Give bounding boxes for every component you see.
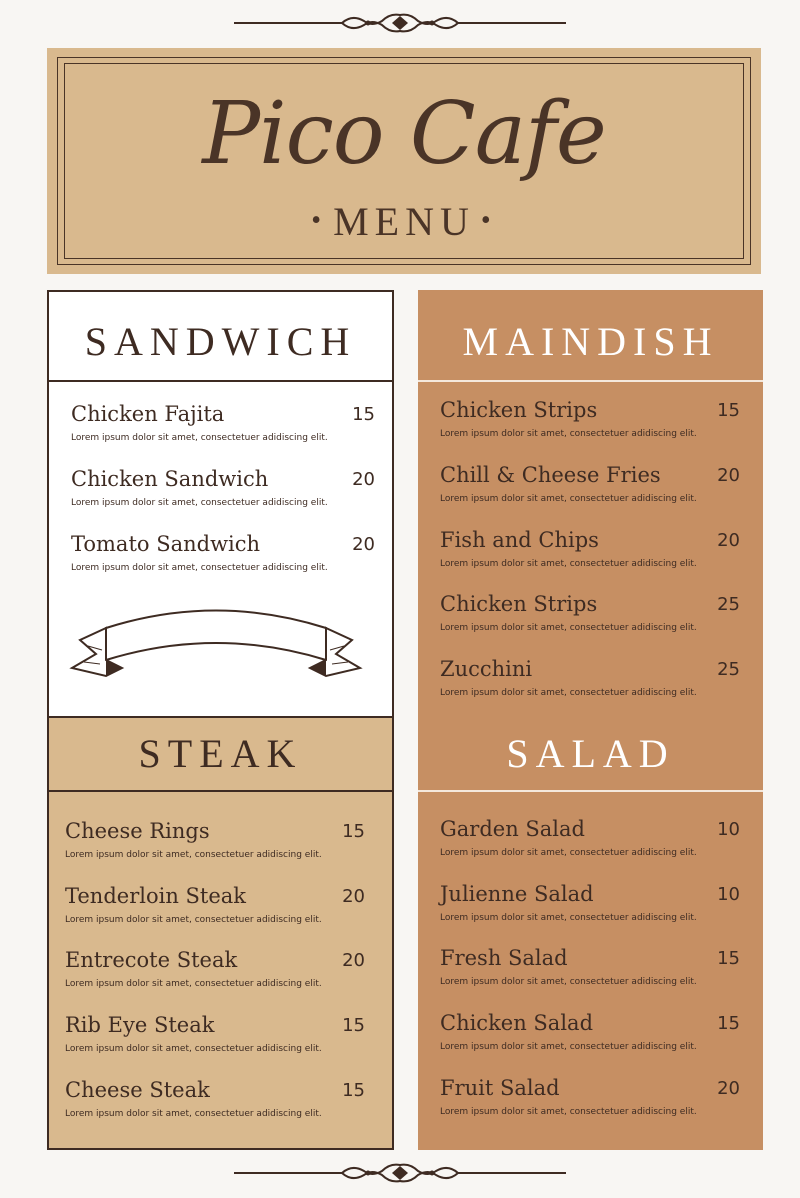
item-description: Lorem ipsum dolor sit amet, consectetuer adidiscing elit.: [65, 915, 322, 925]
item-price: 20: [342, 950, 365, 971]
item-name: Rib Eye Steak: [65, 1013, 215, 1037]
item-price: 20: [352, 469, 375, 490]
top-ornament-icon: [232, 12, 568, 34]
ribbon-banner-icon: [66, 598, 366, 706]
item-name: Cheese Rings: [65, 819, 210, 843]
item-name: Tenderloin Steak: [65, 884, 247, 908]
item-name: Entrecote Steak: [65, 948, 238, 972]
menu-header: [47, 48, 761, 274]
cafe-title: Pico Cafe: [202, 84, 606, 184]
maindish-divider: [418, 380, 763, 382]
maindish-section-title: MAINDISH: [462, 319, 719, 364]
item-price: 10: [717, 819, 740, 840]
item-name: Chicken Sandwich: [71, 467, 269, 491]
item-name: Chicken Strips: [440, 592, 598, 616]
item-name: Zucchini: [440, 657, 533, 681]
item-description: Lorem ipsum dolor sit amet, consectetuer adidiscing elit.: [440, 688, 697, 698]
item-price: 20: [352, 534, 375, 555]
item-name: Tomato Sandwich: [71, 532, 261, 556]
item-description: Lorem ipsum dolor sit amet, consectetuer adidiscing elit.: [71, 498, 328, 508]
bottom-ornament-icon: [232, 1162, 568, 1184]
item-description: Lorem ipsum dolor sit amet, consectetuer adidiscing elit.: [440, 559, 697, 569]
item-description: Lorem ipsum dolor sit amet, consectetuer adidiscing elit.: [65, 1109, 322, 1119]
item-description: Lorem ipsum dolor sit amet, consectetuer adidiscing elit.: [440, 1042, 697, 1052]
menu-subtitle: [47, 198, 761, 245]
item-description: Lorem ipsum dolor sit amet, consectetuer adidiscing elit.: [440, 494, 697, 504]
dot-left: •: [311, 205, 328, 236]
item-price: 15: [717, 1013, 740, 1034]
salad-section-title: SALAD: [506, 731, 675, 776]
item-price: 25: [717, 659, 740, 680]
item-price: 20: [342, 886, 365, 907]
item-price: 20: [717, 530, 740, 551]
item-description: Lorem ipsum dolor sit amet, consectetuer adidiscing elit.: [71, 563, 328, 573]
item-name: Fruit Salad: [440, 1076, 560, 1100]
menu-subtitle-text: MENU: [333, 199, 475, 244]
item-name: Chicken Fajita: [71, 402, 225, 426]
item-price: 15: [342, 821, 365, 842]
right-column: [418, 290, 763, 1150]
item-description: Lorem ipsum dolor sit amet, consectetuer adidiscing elit.: [65, 1044, 322, 1054]
item-name: Chill & Cheese Fries: [440, 463, 661, 487]
item-price: 20: [717, 465, 740, 486]
item-price: 15: [342, 1080, 365, 1101]
steak-section-title: STEAK: [138, 731, 303, 776]
item-description: Lorem ipsum dolor sit amet, consectetuer adidiscing elit.: [440, 848, 697, 858]
left-column: [47, 290, 394, 1150]
item-name: Chicken Strips: [440, 398, 598, 422]
item-name: Chicken Salad: [440, 1011, 594, 1035]
salad-divider: [418, 790, 763, 792]
item-name: Fresh Salad: [440, 946, 568, 970]
item-price: 10: [717, 884, 740, 905]
dot-right: •: [480, 205, 497, 236]
steak-divider: [49, 790, 392, 792]
item-name: Garden Salad: [440, 817, 585, 841]
item-name: Cheese Steak: [65, 1078, 210, 1102]
steak-top-divider: [49, 716, 392, 718]
item-description: Lorem ipsum dolor sit amet, consectetuer adidiscing elit.: [440, 1107, 697, 1117]
item-price: 15: [352, 404, 375, 425]
item-price: 20: [717, 1078, 740, 1099]
item-price: 15: [717, 948, 740, 969]
item-description: Lorem ipsum dolor sit amet, consectetuer adidiscing elit.: [440, 913, 697, 923]
item-description: Lorem ipsum dolor sit amet, consectetuer adidiscing elit.: [440, 429, 697, 439]
item-name: Fish and Chips: [440, 528, 599, 552]
item-description: Lorem ipsum dolor sit amet, consectetuer adidiscing elit.: [440, 977, 697, 987]
item-name: Julienne Salad: [440, 882, 594, 906]
item-description: Lorem ipsum dolor sit amet, consectetuer adidiscing elit.: [65, 979, 322, 989]
item-description: Lorem ipsum dolor sit amet, consectetuer adidiscing elit.: [65, 850, 322, 860]
item-description: Lorem ipsum dolor sit amet, consectetuer adidiscing elit.: [71, 433, 328, 443]
item-price: 15: [342, 1015, 365, 1036]
item-price: 15: [717, 400, 740, 421]
item-description: Lorem ipsum dolor sit amet, consectetuer adidiscing elit.: [440, 623, 697, 633]
item-price: 25: [717, 594, 740, 615]
sandwich-divider: [49, 380, 392, 382]
sandwich-section-title: SANDWICH: [84, 319, 357, 364]
